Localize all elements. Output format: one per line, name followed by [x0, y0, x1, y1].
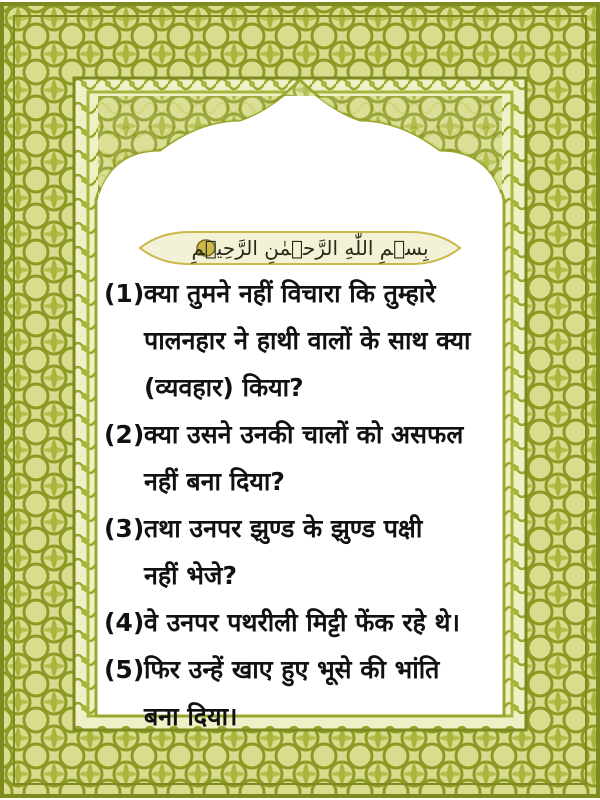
verse-list: [104, 270, 504, 740]
verse-4: [104, 599, 504, 646]
verse-number: (3): [104, 514, 145, 543]
verse-line: नहीं भेजे?: [144, 561, 237, 590]
verse-line: बना दिया।: [144, 702, 238, 731]
verse-1: [104, 270, 504, 411]
verse-3: [104, 505, 504, 599]
basmala-text: بِسۡمِ اللّٰهِ الرَّحۡمٰنِ الرَّحِيۡمِ: [191, 236, 429, 260]
verse-line: फिर उन्हें खाए हुए भूसे की भांति: [144, 655, 440, 684]
verse-5: [104, 646, 504, 740]
verse-line: तथा उनपर झुण्ड के झुण्ड पक्षी: [144, 514, 423, 543]
verse-line: क्या उसने उनकी चालों को असफल: [144, 420, 464, 449]
verse-2: [104, 411, 504, 505]
verse-number: (4): [104, 608, 145, 637]
verse-line: नहीं बना दिया?: [144, 467, 285, 496]
basmala-banner: [140, 232, 460, 264]
verse-number: (1): [104, 279, 145, 308]
verse-number: (2): [104, 420, 145, 449]
verse-line: पालनहार ने हाथी वालों के साथ क्या: [144, 326, 471, 355]
verse-number: (5): [104, 655, 145, 684]
verse-line: वे उनपर पथरीली मिट्टी फेंक रहे थे।: [144, 608, 460, 637]
verse-line: क्या तुमने नहीं विचारा कि तुम्हारे: [144, 279, 436, 308]
verse-line: (व्यवहार) किया?: [144, 373, 304, 402]
